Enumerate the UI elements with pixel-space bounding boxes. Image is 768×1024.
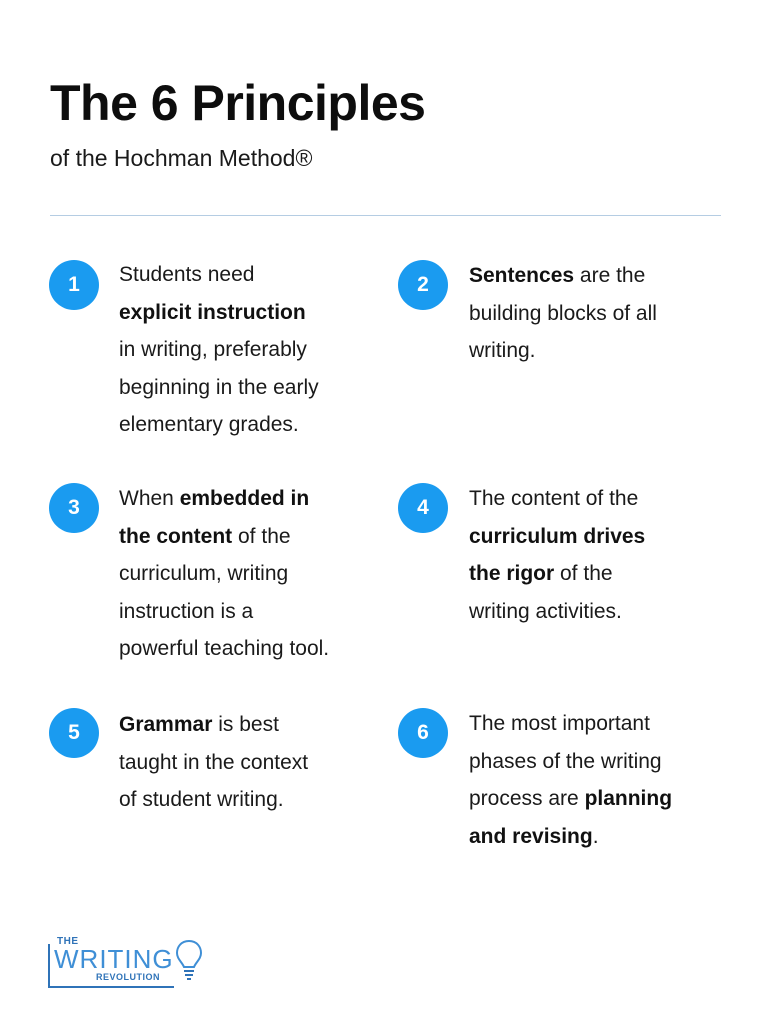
text-line <box>469 593 645 631</box>
emphasis-text: the content <box>119 524 233 548</box>
text-line <box>119 706 308 744</box>
body-text: of the <box>232 524 291 548</box>
text-line <box>119 593 329 631</box>
text-line <box>119 781 308 819</box>
body-text: phases of the writing <box>469 749 662 773</box>
text-line <box>469 480 645 518</box>
text-line <box>119 518 329 556</box>
body-text: powerful teaching tool. <box>119 637 330 660</box>
emphasis-text: curriculum drives <box>469 524 646 548</box>
text-line <box>469 295 657 333</box>
body-text: . <box>592 824 599 848</box>
logo-revolution: REVOLUTION <box>96 972 161 982</box>
body-text: When <box>119 487 180 510</box>
body-text: taught in the context <box>119 750 309 774</box>
body-text: writing activities. <box>469 599 622 623</box>
principle-text <box>469 480 645 630</box>
body-text: beginning in the early <box>119 375 319 399</box>
principle-text <box>119 706 308 819</box>
body-text: The most important <box>469 712 650 735</box>
number-badge: 6 <box>398 708 448 758</box>
body-text: The content of the <box>469 487 639 510</box>
text-line <box>469 257 657 295</box>
writing-revolution-logo <box>48 936 208 992</box>
number-badge: 3 <box>49 483 99 533</box>
number-badge: 4 <box>398 483 448 533</box>
text-line <box>119 331 319 369</box>
body-text: curriculum, writing <box>119 562 289 585</box>
principle-text <box>469 705 672 855</box>
principle-text <box>119 256 319 444</box>
text-line <box>469 818 672 856</box>
text-line <box>469 705 672 743</box>
body-text: Students need <box>119 263 255 286</box>
text-line <box>469 555 645 593</box>
text-line <box>119 406 319 444</box>
lightbulb-icon <box>174 938 204 984</box>
page-title: The 6 Principles <box>50 75 426 131</box>
body-text: in writing, preferably <box>119 338 307 361</box>
body-text: of student writing. <box>119 788 284 811</box>
body-text: are the <box>574 264 646 287</box>
text-line <box>119 294 319 332</box>
body-text: writing. <box>469 339 536 362</box>
number-badge: 5 <box>49 708 99 758</box>
number-badge: 2 <box>398 260 448 310</box>
body-text: instruction is a <box>119 599 254 623</box>
emphasis-text: and revising <box>469 824 593 848</box>
emphasis-text: the rigor <box>469 562 555 585</box>
number-badge: 1 <box>49 260 99 310</box>
principle-text <box>469 257 657 370</box>
emphasis-text: embedded in <box>179 487 310 510</box>
text-line <box>119 369 319 407</box>
text-line <box>119 630 329 668</box>
text-line <box>469 518 645 556</box>
logo-the: THE <box>57 936 79 947</box>
text-line <box>469 780 672 818</box>
text-line <box>119 744 308 782</box>
emphasis-text: Grammar <box>119 713 213 736</box>
body-text: process are <box>469 787 585 810</box>
emphasis-text: planning <box>584 787 673 810</box>
text-line <box>119 555 329 593</box>
text-line <box>469 743 672 781</box>
principle-text <box>119 480 329 668</box>
emphasis-text: explicit instruction <box>119 300 306 324</box>
emphasis-text: Sentences <box>469 264 575 287</box>
logo-word: WRITING <box>54 944 174 974</box>
text-line <box>469 332 657 370</box>
body-text: building blocks of all <box>469 301 657 325</box>
body-text: is best <box>212 713 279 736</box>
header-divider <box>50 215 721 216</box>
body-text: elementary grades. <box>119 413 299 436</box>
page-subtitle: of the Hochman Method® <box>50 145 313 171</box>
text-line <box>119 480 329 518</box>
body-text: of the <box>554 562 613 585</box>
text-line <box>119 256 319 294</box>
